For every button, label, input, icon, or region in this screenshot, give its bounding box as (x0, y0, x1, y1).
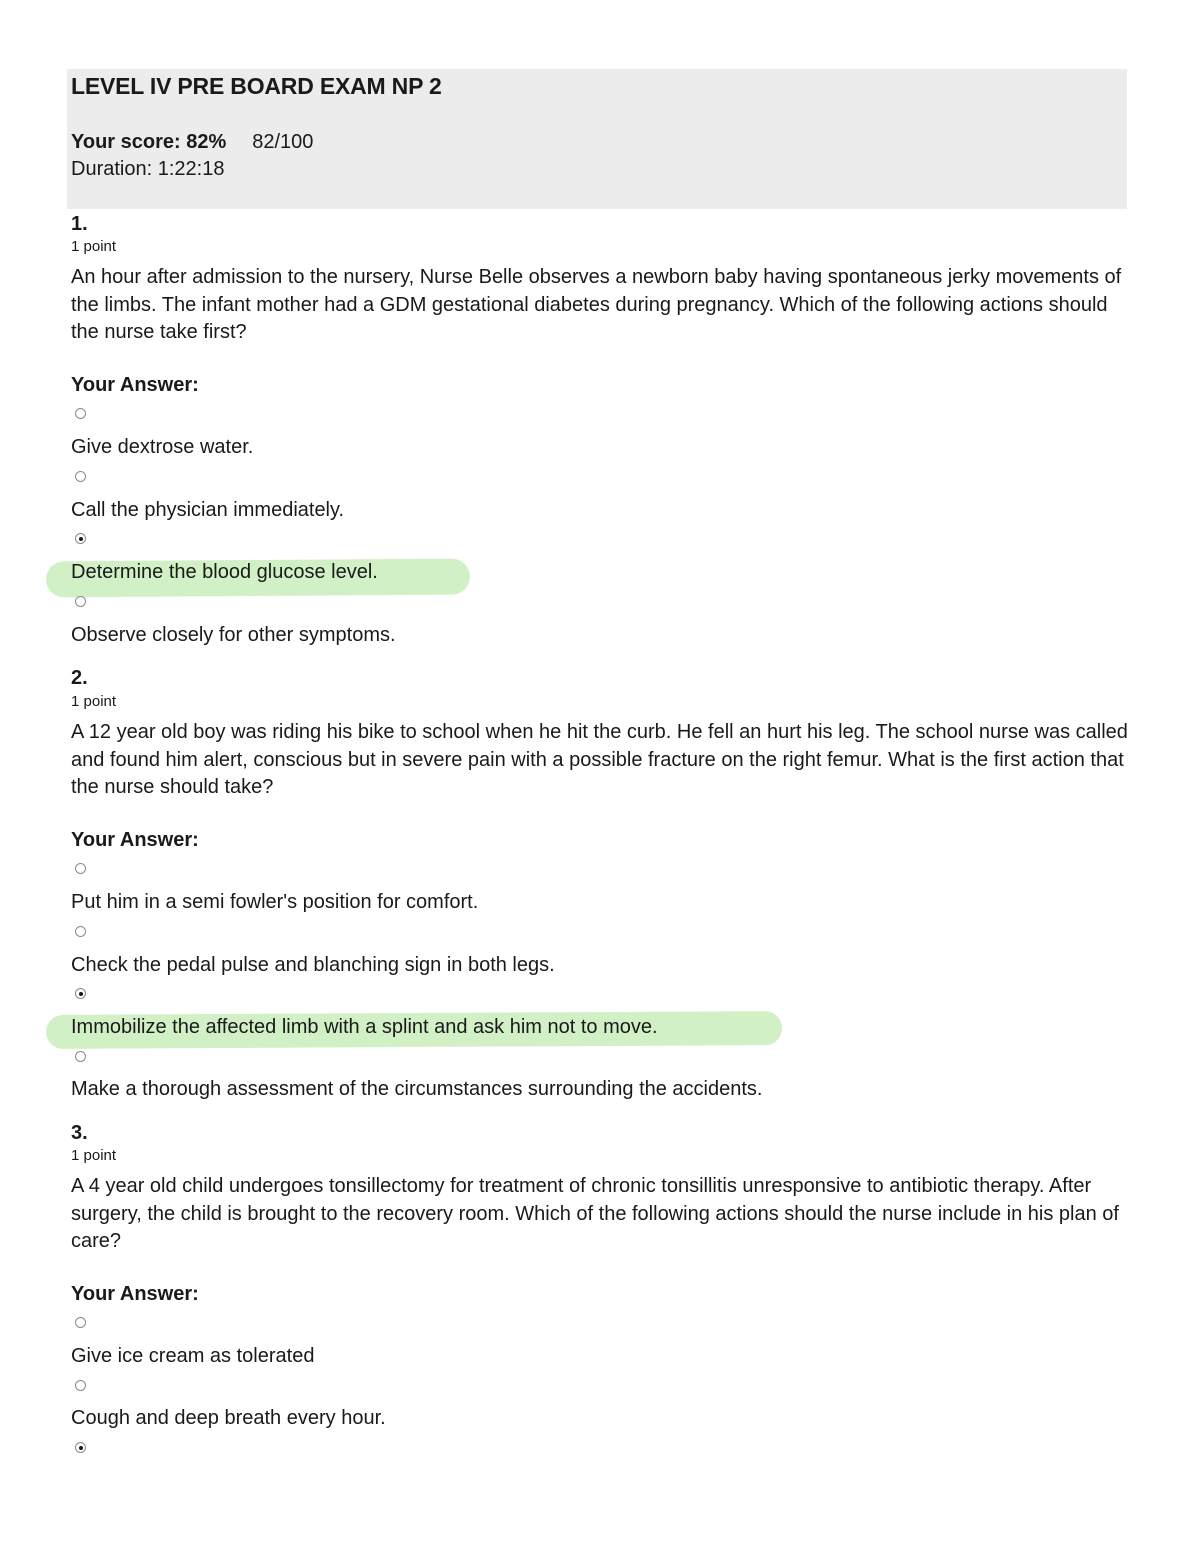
answer-option-selected[interactable]: Determine the blood glucose level. (71, 561, 378, 583)
question-number: 1. (71, 213, 88, 235)
duration: Duration: 1:22:18 (71, 158, 225, 180)
answer-option[interactable]: Cough and deep breath every hour. (71, 1407, 386, 1429)
score-fraction: 82/100 (252, 131, 314, 153)
answer-option[interactable]: Put him in a semi fowler's position for comfort. (71, 891, 479, 913)
radio-button[interactable] (75, 926, 86, 937)
exam-title: LEVEL IV PRE BOARD EXAM NP 2 (71, 73, 442, 99)
question-text: An hour after admission to the nursery, Nurse Belle observes a newborn baby having spontaneous jerky movements of the limbs. The infant mother had a GDM gestational diabetes during pregnancy. Which of the following actions should the nurse take first? (71, 266, 1122, 343)
score-percent: Your score: 82% (71, 131, 227, 153)
question-text: A 12 year old boy was riding his bike to school when he hit the curb. He fell an hurt his leg. The school nurse was called and found him alert, conscious but in severe pain with a possible fracture on the right femur. What is the first action that the nurse should take? (71, 721, 1128, 798)
answer-option[interactable]: Give dextrose water. (71, 436, 254, 458)
radio-button-selected[interactable] (75, 533, 86, 544)
question-points: 1 point (71, 1147, 117, 1164)
score-line (71, 131, 313, 154)
radio-button[interactable] (75, 596, 86, 607)
answer-option[interactable]: Give ice cream as tolerated (71, 1345, 315, 1367)
radio-button-selected[interactable] (75, 988, 86, 999)
radio-button[interactable] (75, 1317, 86, 1328)
question-text: A 4 year old child undergoes tonsillectomy for treatment of chronic tonsillitis unresponsive to antibiotic therapy. After surgery, the child is brought to the recovery room. Which of the following actions should the nurse include in his plan of care? (71, 1175, 1119, 1252)
question-points: 1 point (71, 693, 117, 710)
answer-option[interactable]: Call the physician immediately. (71, 499, 345, 521)
question-number: 3. (71, 1122, 88, 1144)
your-answer-label: Your Answer: (71, 374, 199, 396)
your-answer-label: Your Answer: (71, 1283, 199, 1305)
answer-option[interactable]: Check the pedal pulse and blanching sign in both legs. (71, 954, 555, 976)
answer-option[interactable]: Observe closely for other symptoms. (71, 624, 396, 646)
radio-button[interactable] (75, 1051, 86, 1062)
answer-option[interactable]: Make a thorough assessment of the circumstances surrounding the accidents. (71, 1078, 763, 1100)
question-number: 2. (71, 667, 88, 689)
radio-button[interactable] (75, 408, 86, 419)
radio-button[interactable] (75, 863, 86, 874)
question-points: 1 point (71, 238, 117, 255)
radio-button[interactable] (75, 471, 86, 482)
answer-option-selected[interactable]: Immobilize the affected limb with a splint and ask him not to move. (71, 1016, 658, 1038)
radio-button-selected[interactable] (75, 1442, 86, 1453)
your-answer-label: Your Answer: (71, 829, 199, 851)
radio-button[interactable] (75, 1380, 86, 1391)
